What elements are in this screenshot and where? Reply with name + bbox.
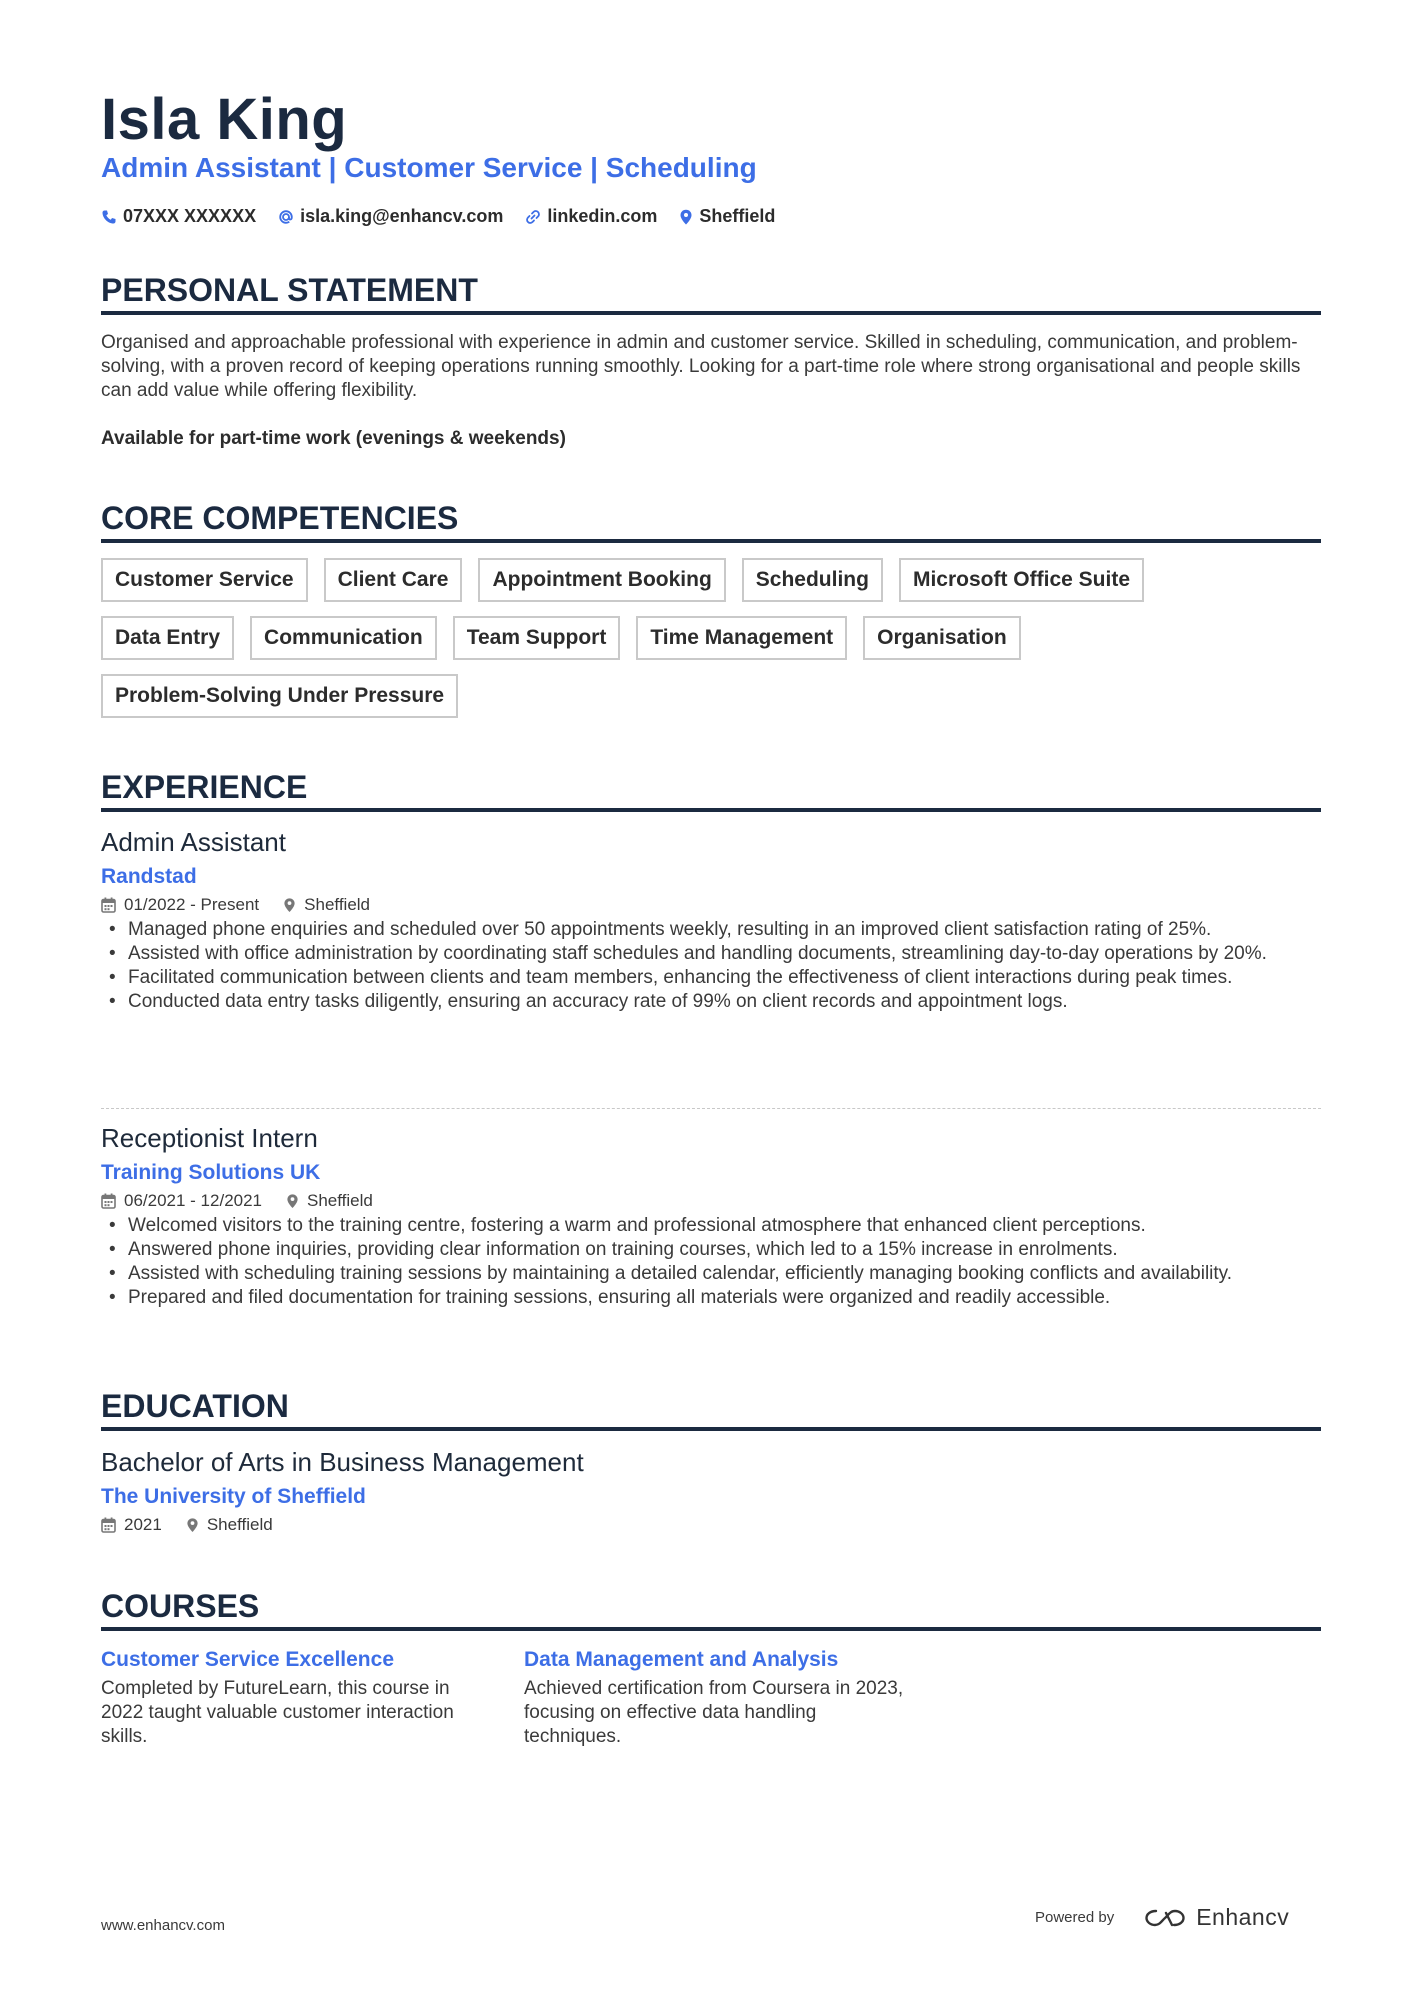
course-title: Customer Service Excellence	[101, 1648, 394, 1671]
company-name: Randstad	[101, 865, 197, 888]
location-text: Sheffield	[307, 1191, 373, 1210]
location-text: Sheffield	[206, 1515, 273, 1534]
skill-tag: Time Management	[636, 616, 847, 660]
job-title: Receptionist Intern	[101, 1123, 318, 1153]
bullet-item: • Managed phone enquiries and scheduled over 50 appointments weekly, resulting in an improved client satisfaction rating of 25%.	[101, 918, 1321, 942]
location-pin-icon	[679, 209, 693, 225]
job-location	[286, 1188, 373, 1214]
education-year	[101, 1512, 162, 1538]
contact-email[interactable]	[278, 206, 503, 227]
footer-website[interactable]: www.enhancv.com	[101, 1917, 225, 1934]
school-name: The University of Sheffield	[101, 1485, 366, 1508]
entry-divider	[101, 1108, 1321, 1109]
experience-entry	[101, 824, 1321, 1014]
tag-row	[101, 674, 1321, 718]
year-text: 2021	[124, 1515, 162, 1534]
at-icon	[278, 209, 294, 225]
education-meta	[101, 1512, 1321, 1538]
bullet-item: • Assisted with scheduling training sessions by maintaining a detailed calendar, efficiently managing booking conflicts and availability.	[101, 1262, 1321, 1286]
email-text: isla.king@enhancv.com	[300, 206, 504, 226]
course-description: Completed by FutureLearn, this course in 2022 taught valuable customer interaction skills.	[101, 1678, 454, 1747]
course-title: Data Management and Analysis	[524, 1648, 839, 1671]
skill-tag: Appointment Booking	[478, 558, 725, 602]
section-heading-competencies: CORE COMPETENCIES	[101, 500, 1321, 543]
course-entry	[524, 1645, 904, 1749]
bullet-item: • Facilitated communication between clients and team members, enhancing the effectiveness of client interactions during peak times.	[101, 966, 1321, 990]
job-bullets	[101, 918, 1321, 1014]
enhancv-logo-icon	[1142, 1906, 1188, 1930]
location-text: Sheffield	[699, 206, 776, 226]
course-description: Achieved certification from Coursera in 2023, focusing on effective data handling techniques.	[524, 1678, 904, 1747]
skill-tag: Communication	[250, 616, 437, 660]
bullet-item: • Welcomed visitors to the training centre, fostering a warm and professional atmosphere that enhanced client perceptions.	[101, 1214, 1321, 1238]
job-location	[283, 892, 370, 918]
contact-linkedin[interactable]	[525, 206, 657, 227]
course-entry	[101, 1645, 481, 1749]
job-meta	[101, 1188, 1321, 1214]
bullet-item: • Answered phone inquiries, providing clear information on training courses, which led to a 15% increase in enrolments.	[101, 1238, 1321, 1262]
skill-tag: Data Entry	[101, 616, 234, 660]
calendar-icon	[101, 1193, 116, 1209]
skill-tag: Scheduling	[742, 558, 883, 602]
company-name: Training Solutions UK	[101, 1161, 321, 1184]
section-heading-education: EDUCATION	[101, 1388, 1321, 1431]
contact-phone	[101, 206, 256, 227]
powered-by-label: Powered by	[1035, 1909, 1115, 1926]
location-pin-icon	[286, 1193, 299, 1209]
footer-branding	[1035, 1904, 1289, 1931]
bullet-item: • Conducted data entry tasks diligently, ensuring an accuracy rate of 99% on client records and appointment logs.	[101, 990, 1321, 1014]
education-entry	[101, 1444, 1321, 1538]
job-title: Admin Assistant	[101, 827, 286, 857]
experience-entry	[101, 1120, 1321, 1310]
brand-name: Enhancv	[1196, 1904, 1290, 1930]
calendar-icon	[101, 897, 116, 913]
phone-text: 07XXX XXXXXX	[123, 206, 257, 226]
skill-tag: Team Support	[453, 616, 621, 660]
dates-text: 01/2022 - Present	[124, 895, 260, 914]
tag-row	[101, 616, 1321, 660]
skill-tag: Microsoft Office Suite	[899, 558, 1144, 602]
competency-tags	[101, 558, 1321, 732]
location-text: Sheffield	[304, 895, 371, 914]
enhancv-logo[interactable]	[1142, 1904, 1289, 1931]
tag-row	[101, 558, 1321, 602]
section-heading-courses: COURSES	[101, 1588, 1321, 1631]
skill-tag: Organisation	[863, 616, 1021, 660]
phone-icon	[101, 209, 117, 225]
bullet-item: • Prepared and filed documentation for training sessions, ensuring all materials were organized and readily accessible.	[101, 1286, 1321, 1310]
location-pin-icon	[283, 897, 296, 913]
statement-text: Organised and approachable professional with experience in admin and customer service. Skilled in scheduling, communication, and problem-solving, with a proven record of keeping operations running smoothly. Looking for a part-time role where strong organisational and people skills can add value while offering flexibility.	[101, 332, 1301, 401]
degree-title: Bachelor of Arts in Business Management	[101, 1447, 584, 1477]
skill-tag: Problem-Solving Under Pressure	[101, 674, 458, 718]
link-icon	[525, 209, 541, 225]
contact-bar	[101, 206, 797, 227]
education-location	[186, 1512, 273, 1538]
job-dates	[101, 1188, 262, 1214]
skill-tag: Client Care	[324, 558, 463, 602]
candidate-name: Isla King	[101, 87, 348, 152]
bullet-item: • Assisted with office administration by coordinating staff schedules and handling documents, streamlining day-to-day operations by 20%.	[101, 942, 1321, 966]
skill-tag: Customer Service	[101, 558, 308, 602]
contact-location	[679, 206, 775, 227]
section-heading-statement: PERSONAL STATEMENT	[101, 272, 1321, 315]
section-heading-experience: EXPERIENCE	[101, 769, 1321, 812]
linkedin-text: linkedin.com	[547, 206, 658, 226]
candidate-headline: Admin Assistant | Customer Service | Scheduling	[101, 152, 757, 183]
availability-note: Available for part-time work (evenings & weekends)	[101, 428, 566, 449]
job-bullets	[101, 1214, 1321, 1310]
calendar-icon	[101, 1517, 116, 1533]
dates-text: 06/2021 - 12/2021	[124, 1191, 263, 1210]
location-pin-icon	[186, 1517, 199, 1533]
job-meta	[101, 892, 1321, 918]
job-dates	[101, 892, 259, 918]
